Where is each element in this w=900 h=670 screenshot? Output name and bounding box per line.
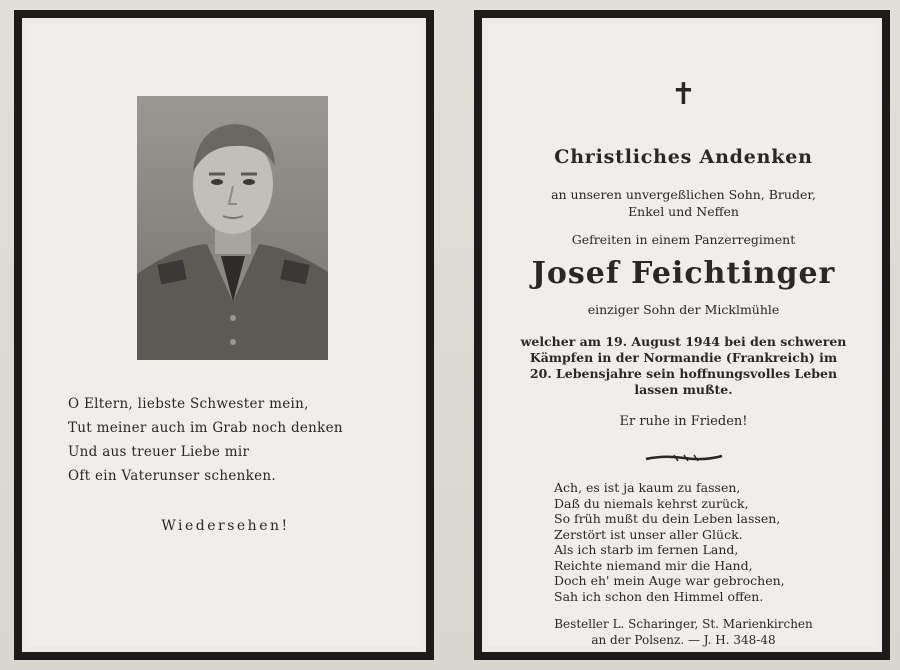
right-poem-line: Reichte niemand mir die Hand, xyxy=(554,557,753,573)
right-poem-line: Sah ich schon den Himmel offen. xyxy=(554,588,764,604)
dedication-line: an unseren unvergeßlichen Sohn, Bruder, xyxy=(551,187,816,202)
deceased-name: Josef Feichtinger xyxy=(531,256,836,291)
printer-line: an der Polsenz. — J. H. 348-48 xyxy=(591,633,776,647)
farewell-text: Wiedersehen! xyxy=(161,518,290,534)
soldier-portrait-photo xyxy=(137,96,328,360)
death-notice-line: welcher am 19. August 1944 bei den schweren xyxy=(520,334,847,349)
left-poem-line: Tut meiner auch im Grab noch denken xyxy=(68,420,343,436)
left-poem-line: Und aus treuer Liebe mir xyxy=(68,444,250,460)
printer-credit xyxy=(488,616,879,648)
dedication-line: Enkel und Neffen xyxy=(628,204,739,219)
right-poem-line: Daß du niemals kehrst zurück, xyxy=(554,495,749,511)
left-card-inner xyxy=(28,24,420,646)
death-notice-line: lassen mußte. xyxy=(634,382,733,397)
left-poem-line: Oft ein Vaterunser schenken. xyxy=(68,468,276,484)
right-card-inner xyxy=(488,24,876,646)
dedication-text xyxy=(488,186,879,220)
left-card xyxy=(14,10,434,660)
rest-in-peace-text: Er ruhe in Frieden! xyxy=(619,414,748,429)
right-poem-line: Zerstört ist unser aller Glück. xyxy=(554,526,743,542)
right-poem-line: Ach, es ist ja kaum zu fassen, xyxy=(554,480,741,495)
right-poem-line: Doch eh' mein Auge war gebrochen, xyxy=(554,573,785,588)
right-card xyxy=(474,10,890,660)
card-heading: Christliches Andenken xyxy=(554,146,813,168)
deceased-subtitle: einziger Sohn der Micklmühle xyxy=(587,302,780,317)
death-notice-line: Kämpfen in der Normandie (Frankreich) im xyxy=(529,350,838,365)
cross-icon: ✝ xyxy=(670,77,697,112)
right-poem-line: So früh mußt du dein Leben lassen, xyxy=(554,511,781,526)
death-notice-line: 20. Lebensjahre sein hoffnungsvolles Leben xyxy=(529,366,838,381)
ornamental-divider xyxy=(488,448,879,458)
divider-ornament-icon xyxy=(644,453,724,463)
printer-line: Besteller L. Scharinger, St. Marienkirchen xyxy=(554,617,813,631)
death-notice-text xyxy=(488,334,879,398)
left-poem xyxy=(68,392,388,488)
left-poem-line: O Eltern, liebste Schwester mein, xyxy=(68,396,309,412)
right-poem-line: Als ich starb im fernen Land, xyxy=(554,542,739,557)
rank-text: Gefreiten in einem Panzerregiment xyxy=(571,232,796,247)
right-poem xyxy=(554,480,874,604)
portrait-illustration xyxy=(137,96,328,360)
